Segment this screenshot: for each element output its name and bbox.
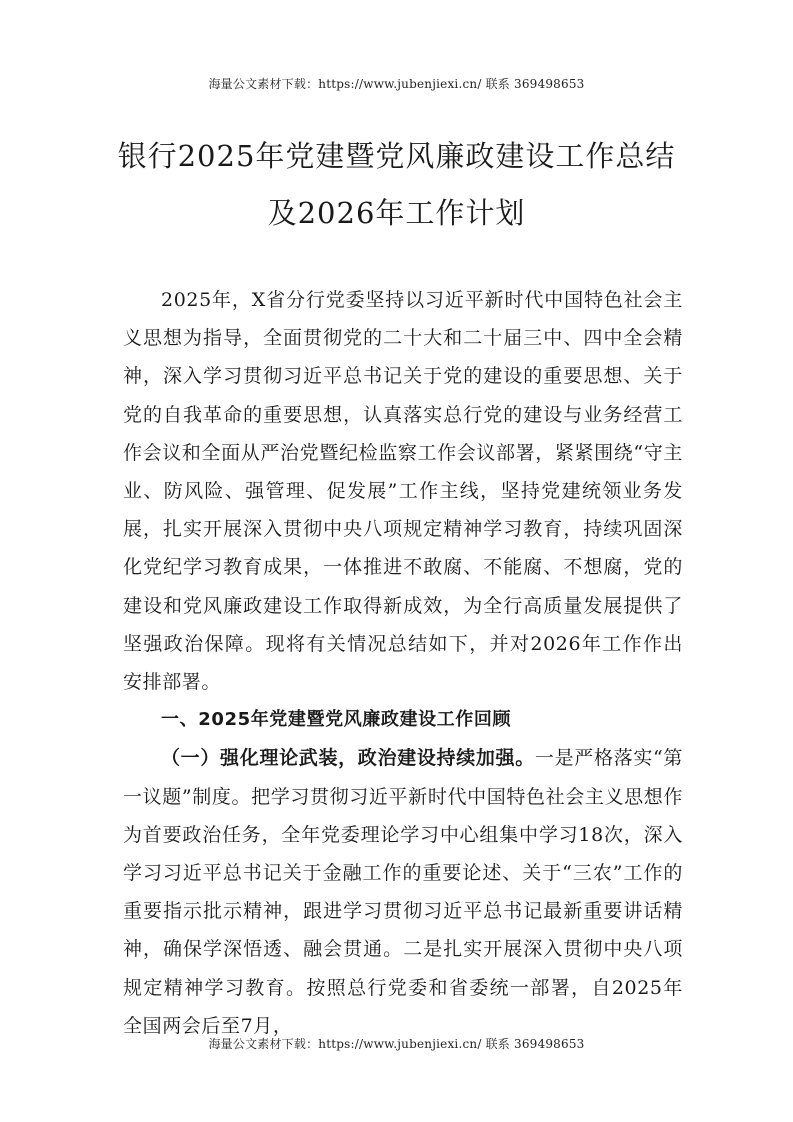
- intro-paragraph: 2025年，X省分行党委坚持以习近平新时代中国特色社会主义思想为指导，全面贯彻党的二十大和二十届三中、四中全会精神，深入学习贯彻习近平总书记关于党的建设的重要思想、关于党的自我革命的重要思想，认真落实总行党的建设与业务经营工作会议和全面从严治党暨纪检监察工作会议部署，紧紧围绕“守主业、防风险、强管理、促发展”工作主线，坚持党建统领业务发展，扎实开展深入贯彻中央八项规定精神学习教育，持续巩固深化党纪学习教育成果，一体推进不敢腐、不能腐、不想腐，党的建设和党风廉政建设工作取得新成效，为全行高质量发展提供了坚强政治保障。现将有关情况总结如下，并对2026年工作作出安排部署。: [123, 289, 683, 694]
- section-1-heading: 一、2025年党建暨党风廉政建设工作回顾: [161, 709, 512, 731]
- header-watermark: 海量公文素材下载：https://www.jubenjiexi.cn/ 联系 369498653: [208, 77, 585, 91]
- document-title-line-1: 银行2025年党建暨党风廉政建设工作总结: [117, 139, 676, 173]
- document-body: [123, 281, 683, 1045]
- subsection-1-paragraph: [123, 739, 683, 1045]
- subsection-1-text: 一是严格落实“第一议题”制度。把学习贯彻习近平新时代中国特色社会主义思想作为首要政治任务，全年党委理论学习中心组集中学习18次，深入学习习近平总书记关于金融工作的重要论述、关于“三农”工作的重要指示批示精神，跟进学习贯彻习近平总书记最新重要讲话精神，确保学深悟透、融会贯通。二是扎实开展深入贯彻中央八项规定精神学习教育。按照总行党委和省委统一部署，自2025年全国两会后至7月，: [123, 747, 683, 1037]
- footer-watermark: 海量公文素材下载：https://www.jubenjiexi.cn/ 联系 369498653: [208, 1037, 585, 1051]
- subsection-1-heading: （一）强化理论武装，政治建设持续加强。: [161, 747, 535, 770]
- document-title-line-2: 及2026年工作计划: [267, 196, 526, 230]
